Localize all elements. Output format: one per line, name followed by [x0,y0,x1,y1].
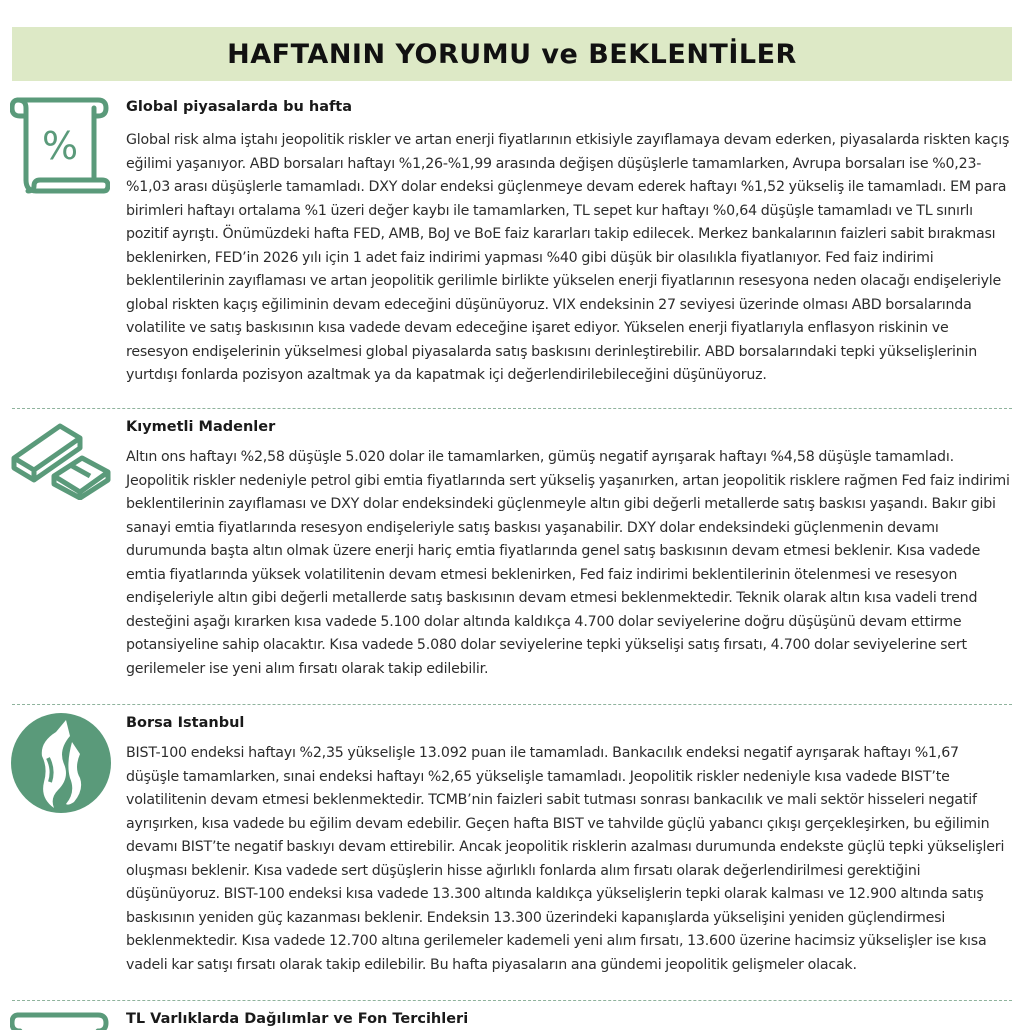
section-body-global: Global risk alma iştahı jeopolitik riskler ve artan enerji fiyatlarının etkisiyle zayıflamaya devam ederken, piyasalarda riskten kaçış eğilimi yaşanıyor. ABD borsaları haftayı %1,26-%1,99 arasında değişen düşüşlerle tamamlarken, Avrupa borsaları ise %0,23-%1,03 arası düşüşlerle tamamladı. DXY dolar endeksi güçlenmeye devam ederek haftayı %1,52 yükseliş ile tamamladı. EM para birimleri haftayı ortalama %1 üzeri değer kaybı ile tamamlarken, TL sepet kur haftayı %0,64 düşüşle tamamladı ve TL sınırlı pozitif ayrıştı. Önümüzdeki hafta FED, AMB, BoJ ve BoE faiz kararları takip edilecek. Merkez bankalarının faizleri sabit bırakması beklenirken, FED’in 2026 yılı için 1 adet faiz indirimi yapması %40 gibi düşük bir olasılıkla fiyatlanıyor. Fed faiz indirimi beklentilerinin zayıflaması ve artan jeopolitik gerilimle birlikte yükselen enerji fiyatlarının resesyona neden olacağı endişeleriyle global riskten kaçış eğiliminin devam edeceğini düşünüyoruz. VIX endeksinin 27 seviyesi üzerinde olması ABD borsalarında volatilite ve satış baskısının kısa vadede devam edeceğine işaret ediyor. Yükselen enerji fiyatlarıyla enflasyon riskinin ve resesyon endişelerinin yükselmesi global piyasalarda satış baskısını derinleştirebilir. ABD borsalarındaki tepki yükselişlerinin yurtdışı fonlarda pozisyon azaltmak ya da kapatmak içi değerlendirilebileceğini düşünüyoruz. [126,132,1010,383]
section-divider [12,408,1012,409]
gold-bars-icon [10,420,114,504]
section-title-bist: Borsa Istanbul [126,715,245,731]
section-divider [12,704,1012,705]
scroll-icon [10,1010,110,1034]
section-body-metals: Altın ons haftayı %2,58 düşüşle 5.020 dolar ile tamamlarken, gümüş negatif ayrışarak haftayı %4,58 düşüşle tamamladı. Jeopolitik riskler nedeniyle petrol gibi emtia fiyatlarında sert yükseliş yaşanırken, artan jeopolitik risklere rağmen Fed faiz indirimi beklentilerinin zayıflaması ve DXY dolar endeksindeki güçlenmeyle altın gibi değerli metallerde satış baskısı yaşandı. Bakır gibi sanayi emtia fiyatlarında resesyon endişeleriyle satış baskısı yaşanabilir. DXY dolar endeksindeki güçlenmenin devamı durumunda başta altın olmak üzere enerji hariç emtia fiyatlarında genel satış baskısının devam etmesi beklenir. Kısa vadede emtia fiyatlarında yüksek volatilitenin devam etmesi beklenirken, Fed faiz indirimi beklentilerinin ötelenmesi ve resesyon endişeleriyle altın gibi değerli metallerde satış baskısının devam etmesi beklenmektedir. Teknik olarak altın kısa vadeli trend desteğini aşağı kırarken kısa vadede 5.100 dolar altında kaldıkça 4.700 dolar seviyelerine doğru düşüşünü devam ettirme potansiyeline sahip olacaktır. Kısa vadede 5.080 dolar seviyelerine tepki yükselişi satış fırsatı, 4.700 dolar seviyelerine sert gerilemeler ise yeni alım fırsatı olarak takip edilebilir. [126,449,1010,677]
section-title-tl-assets: TL Varlıklarda Dağılımlar ve Fon Tercihleri [126,1011,469,1027]
section-title-global: Global piyasalarda bu hafta [126,99,353,115]
page-title: HAFTANIN YORUMU ve BEKLENTİLER [227,38,797,70]
section-body-bist: BIST-100 endeksi haftayı %2,35 yükselişle 13.092 puan ile tamamladı. Bankacılık endeksi negatif ayrışarak haftayı %1,67 düşüşle tamamlarken, sınai endeksi haftayı %2,65 yükselişle tamamladı. Jeopolitik riskler nedeniyle kısa vadede BIST’te volatilitenin devam etmesi beklenmektedir. TCMB’nin faizleri sabit tutması sonrası bankacılık ve mali sektör hisseleri negatif ayrışırken, kısa vadede bu eğilim devam edebilir. Geçen hafta BIST ve tahvilde güçlü yabancı çıkışı gerçekleşirken, bu eğilimin devamı BIST’te negatif baskıyı devam ettirebilir. Ancak jeopolitik risklerin azalması durumunda endekste güçlü tepki yükselişleri oluşması beklenir. Kısa vadede sert düşüşlerin hisse ağırlıklı fonlarda alım fırsatı olarak değerlendirilmesi gerektiğini düşünüyoruz. BIST-100 endeksi kısa vadede 13.300 altında kaldıkça yükselişlerin tepki olarak kalması ve 12.900 altında satış baskısının yeniden güç kazanması beklenir. Endeksin 13.300 üzerindeki kapanışlarda yükselişini yeniden güçlendirmesi beklenmektedir. Kısa vadede 12.700 altına gerilemeler kademeli yeni alım fırsatı, 13.600 üzerine hacimsiz yükselişler ise kısa vadeli kar satışı fırsatı olarak takip edilebilir. Bu hafta piyasaların ana gündemi jeopolitik gelişmeler olacak. [126,745,1005,973]
borsa-istanbul-logo-icon [10,712,112,818]
percent-scroll-icon [10,95,110,201]
section-title-metals: Kıymetli Madenler [126,419,276,435]
section-divider [12,1000,1012,1001]
page-header [12,27,1012,81]
svg-text:%: % [41,124,79,168]
